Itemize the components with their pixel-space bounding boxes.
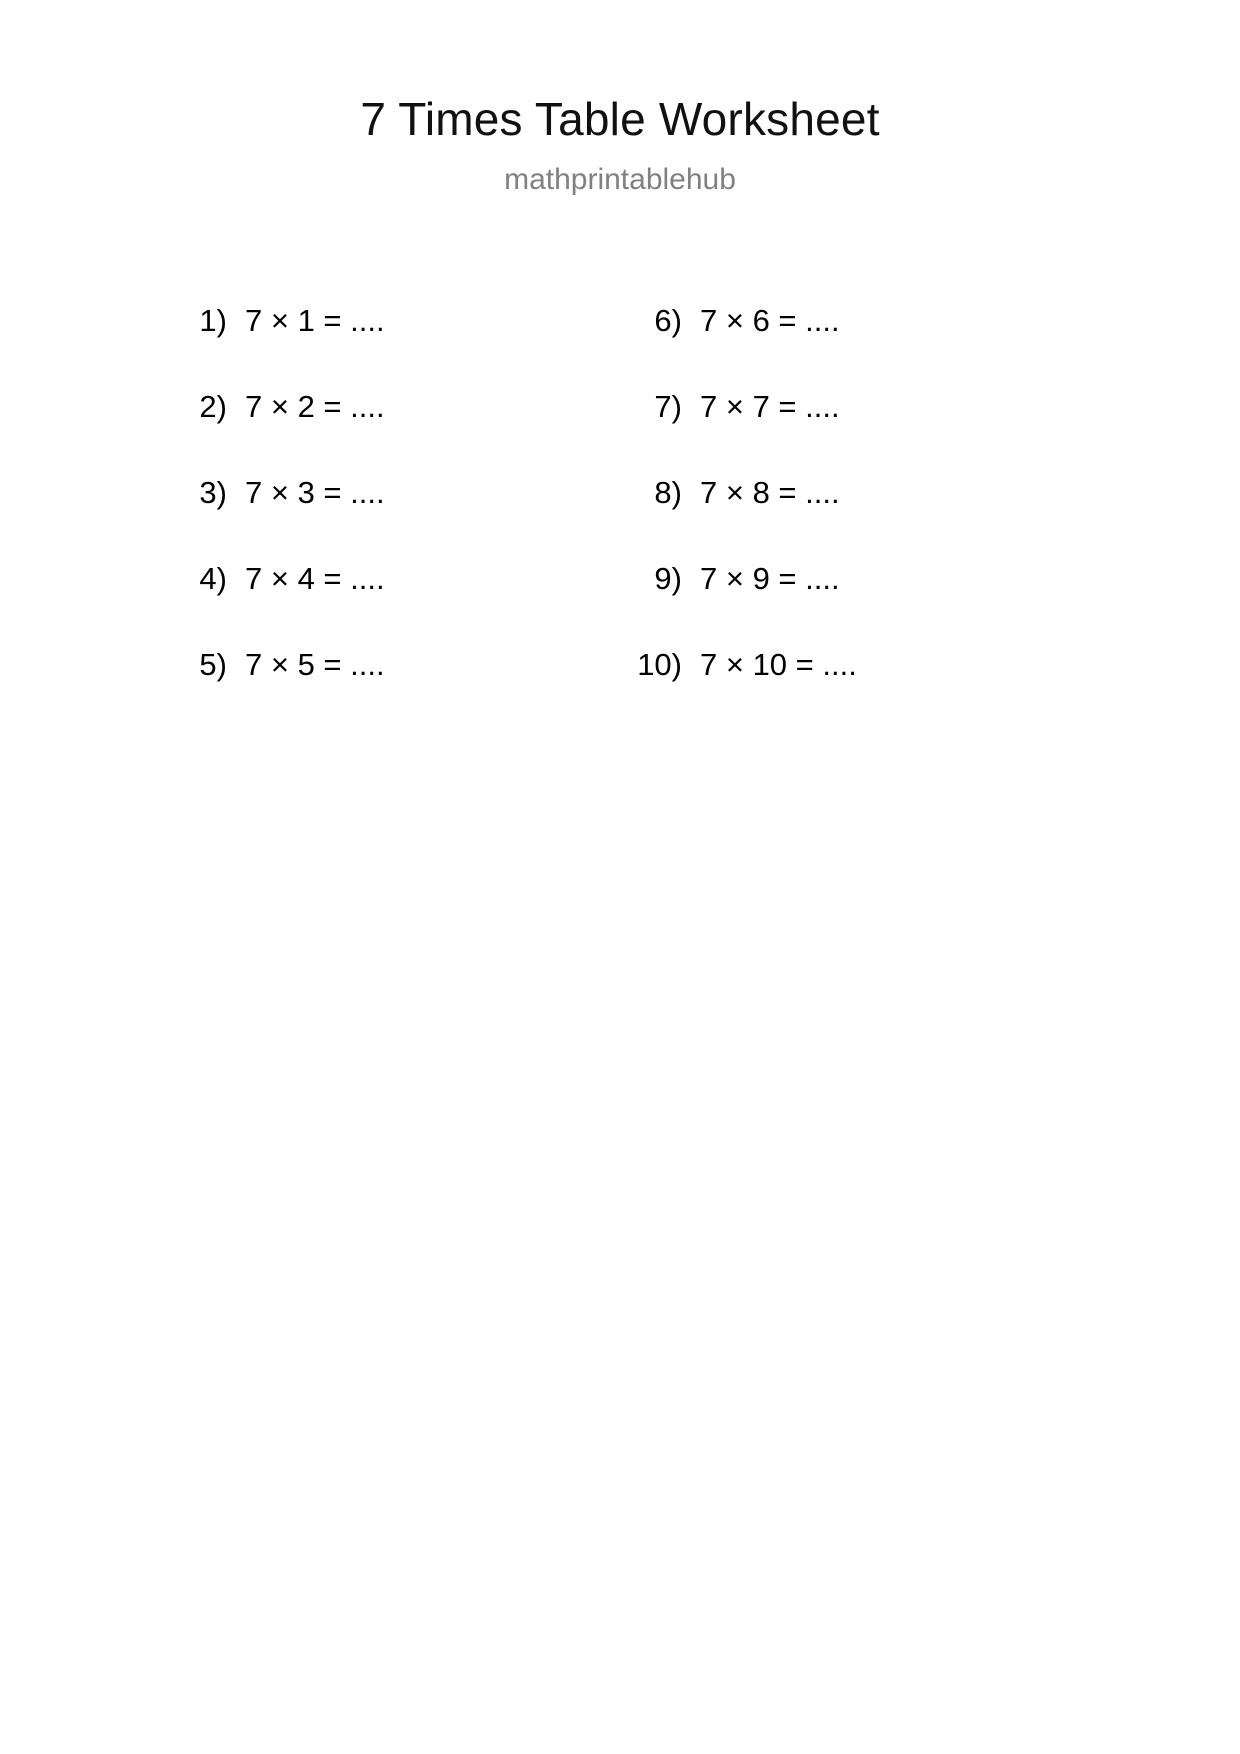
problem-item (620, 649, 1065, 735)
left-column (175, 305, 595, 735)
problem-item (620, 305, 1065, 391)
page-subtitle: mathprintablehub (504, 163, 736, 196)
problem-number: 7) (654, 389, 682, 424)
problem-expression: 7 × 3 = .... (245, 475, 385, 510)
problem-item (620, 563, 1065, 649)
problem-number: 5) (199, 647, 227, 682)
problem-item (175, 391, 595, 477)
problem-expression: 7 × 7 = .... (700, 389, 840, 424)
problem-expression: 7 × 8 = .... (700, 475, 840, 510)
problem-expression: 7 × 9 = .... (700, 561, 840, 596)
problem-number: 3) (199, 475, 227, 510)
problem-expression: 7 × 2 = .... (245, 389, 385, 424)
problem-number: 8) (654, 475, 682, 510)
problem-item (175, 305, 595, 391)
problem-number: 2) (199, 389, 227, 424)
problem-expression: 7 × 10 = .... (700, 647, 857, 682)
right-column (620, 305, 1065, 735)
problem-item (175, 477, 595, 563)
problem-item (620, 391, 1065, 477)
problem-number: 6) (654, 303, 682, 338)
problem-item (175, 649, 595, 735)
problem-expression: 7 × 4 = .... (245, 561, 385, 596)
problem-expression: 7 × 5 = .... (245, 647, 385, 682)
problem-number: 9) (654, 561, 682, 596)
problem-number: 10) (637, 647, 682, 682)
page-title: 7 Times Table Worksheet (360, 93, 880, 145)
problem-expression: 7 × 1 = .... (245, 303, 385, 338)
problem-item (175, 563, 595, 649)
problem-item (620, 477, 1065, 563)
problem-expression: 7 × 6 = .... (700, 303, 840, 338)
problem-number: 1) (199, 303, 227, 338)
problem-number: 4) (199, 561, 227, 596)
